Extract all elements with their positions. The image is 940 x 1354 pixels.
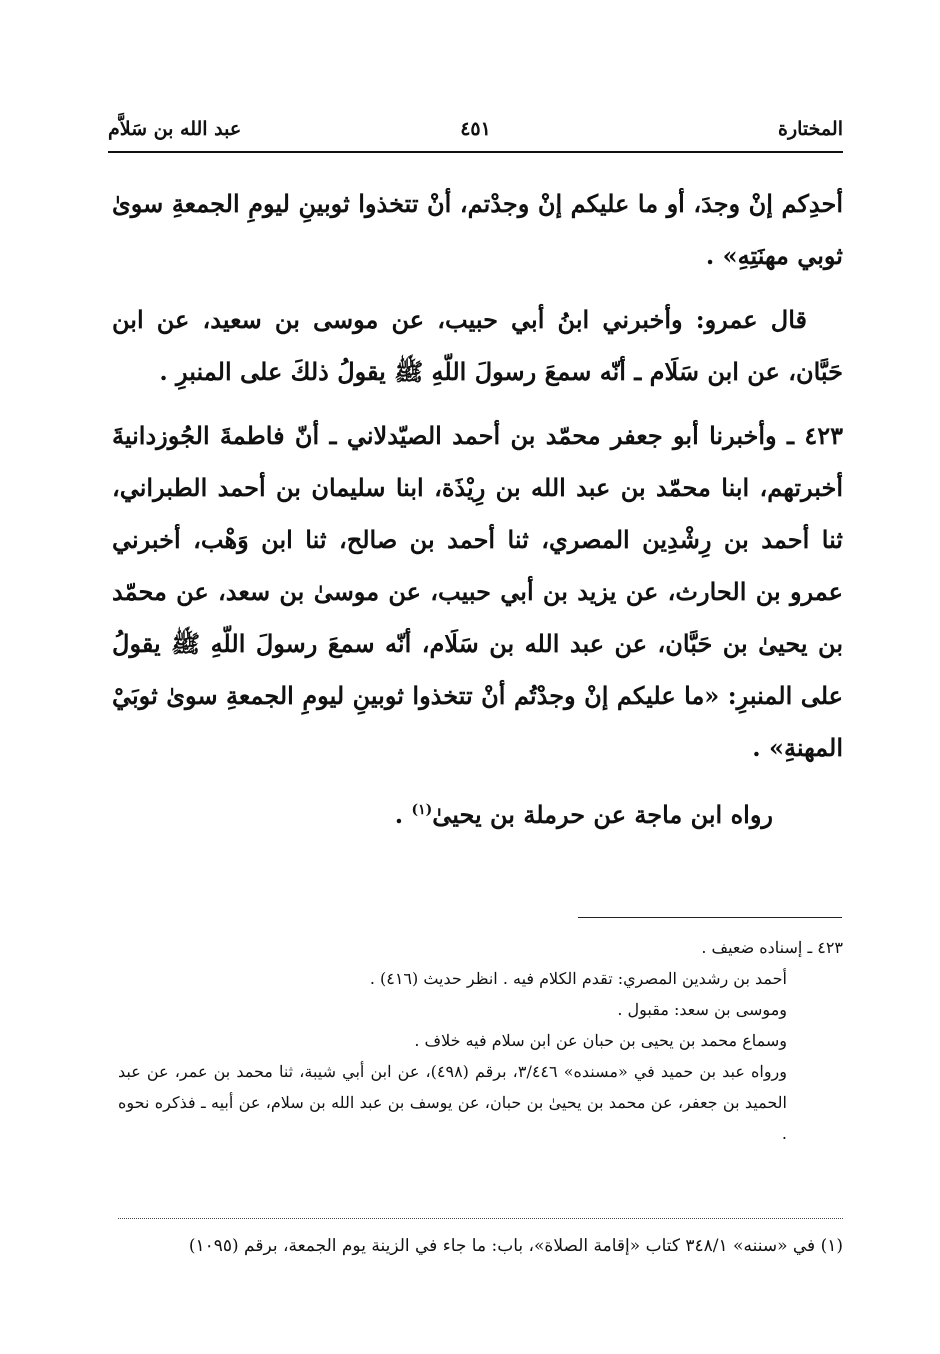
footnote-line: ٤٢٣ ـ إسناده ضعيف . bbox=[701, 938, 843, 957]
footnotes bbox=[118, 932, 843, 1149]
paragraph-hadith-423: ٤٢٣ ـ وأخبرنا أبو جعفر محمّد بن أحمد الصيّدلاني ـ أنّ فاطمةَ الجُوزدانيةَ أخبرتهم، ابنا محمّد بن عبد الله بن رِيْذَة، ابنا سليمان بن أحمد الطبراني، ثنا أحمد بن رِشْدِين المصري، ثنا أحمد بن صالح، ثنا ابن وَهْب، أخبرني عمرو بن الحارث، عن يزيد بن أبي حبيب، عن موسىٰ بن سعد، عن محمّد بن يحيىٰ بن حَبَّان، عن عبد الله بن سَلَام، أنّه سمعَ رسولَ اللّهِ ﷺ يقولُ على المنبرِ: «ما عليكم إنْ وجدْتُم أنْ تتخذوا ثوبينِ ليومِ الجمعةِ سوىٰ ثوبَيْ المهنةِ» . bbox=[112, 421, 844, 762]
running-header bbox=[108, 114, 843, 150]
footnote-separator bbox=[578, 917, 842, 918]
book-title: المختارة bbox=[778, 118, 843, 140]
page-number: ٤٥١ bbox=[460, 118, 491, 140]
footnote-line: أحمد بن رشدين المصري: تقدم الكلام فيه . انظر حديث (٤١٦) . bbox=[369, 969, 787, 988]
sentence-end: . bbox=[394, 800, 412, 829]
endnote-text: (١) في «سننه» ٣٤٨/١ كتاب «إقامة الصلاة»، باب: ما جاء في الزينة يوم الجمعة، برقم (١٠٩٥) bbox=[188, 1236, 843, 1256]
footnote-reference[interactable]: (١) bbox=[411, 802, 433, 818]
section-title: عبد الله بن سَلاَّم bbox=[108, 118, 242, 140]
ibn-majah-text: رواه ابن ماجة عن حرملة بن يحيىٰ bbox=[432, 800, 773, 829]
paragraph-ibn-majah bbox=[112, 784, 843, 841]
footnote-line: وموسى بن سعد: مقبول . bbox=[617, 1000, 787, 1019]
header-rule bbox=[108, 151, 843, 153]
footnote-line: وسماع محمد بن يحيى بن حبان عن ابن سلام فيه خلاف . bbox=[414, 1031, 787, 1050]
endnote-separator bbox=[118, 1218, 843, 1219]
paragraph-continuation: أحدِكم إنْ وجدَ، أو ما عليكم إنْ وجدْتم، أنْ تتخذوا ثوبينِ ليومِ الجمعةِ سوىٰ ثوبي مهنَتِهِ» . bbox=[112, 189, 843, 270]
main-text bbox=[112, 178, 843, 841]
paragraph-amr-narration: قال عمرو: وأخبرني ابنُ أبي حبيب، عن موسى بن سعيد، عن ابن حَبَّان، عن ابن سَلَام ـ أنّه سمعَ رسولَ اللّهِ ﷺ يقولُ ذلكَ على المنبرِ . bbox=[112, 305, 843, 386]
footnote-line: ورواه عبد بن حميد في «مسنده» ٣/٤٤٦، برقم (٤٩٨)، عن ابن أبي شيبة، ثنا محمد بن عمر، عن عبد الحميد بن جعفر، عن محمد بن يحيىٰ بن حبان، عن يوسف بن عبد الله بن سلام، عن أبيه ـ فذكره نحوه . bbox=[118, 1062, 788, 1143]
endnote bbox=[118, 1230, 843, 1262]
